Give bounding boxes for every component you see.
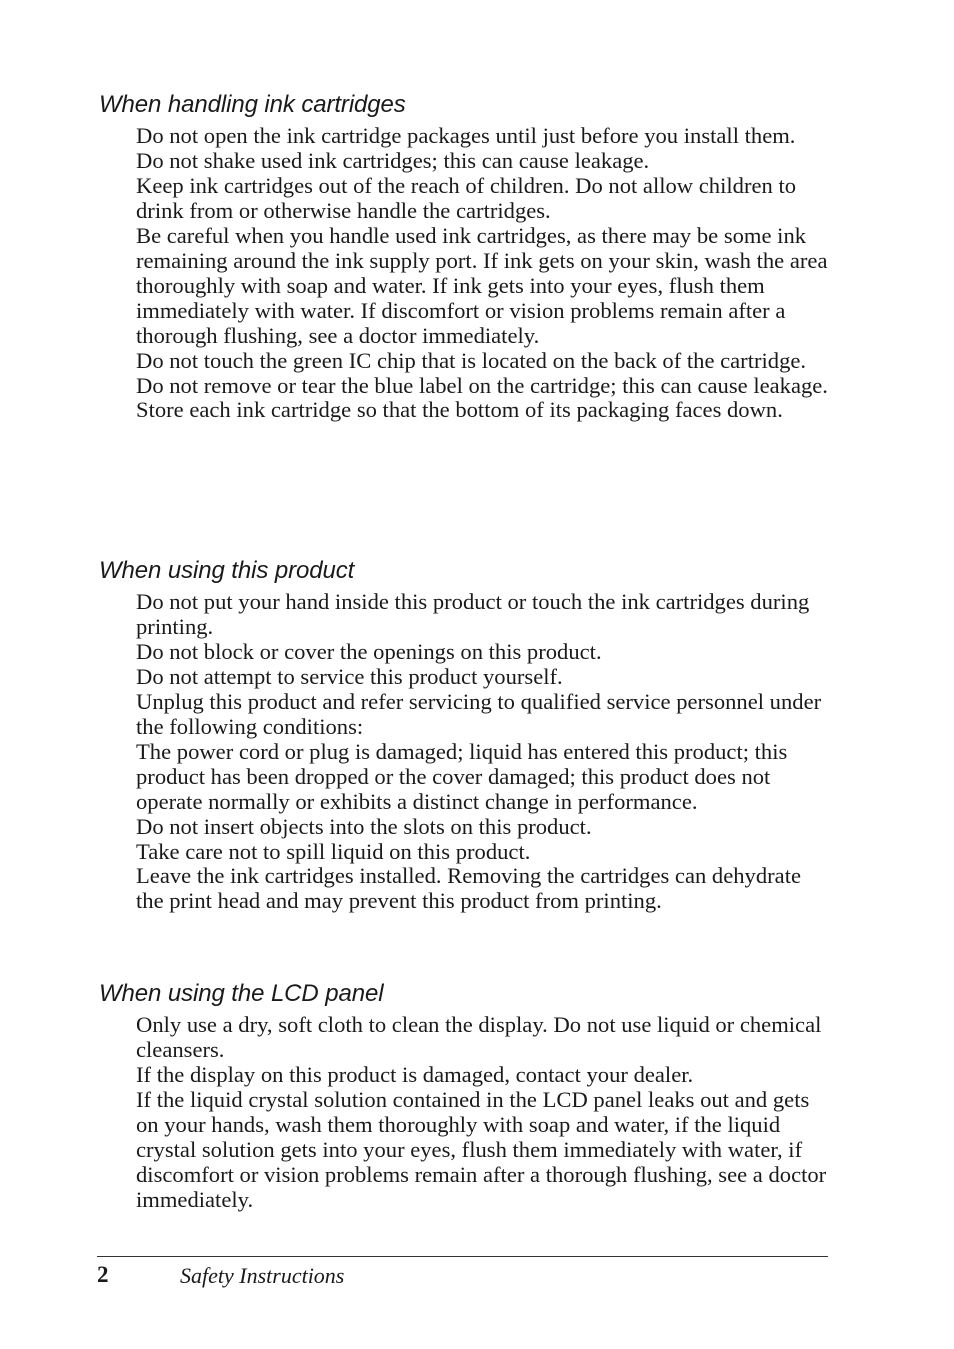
paragraph: Do not remove or tear the blue label on the cartridge; this can cause leakage.: [136, 372, 828, 398]
paragraph: Unplug this product and refer servicing to qualified service personnel under the following conditions:: [136, 688, 822, 739]
section-body-lcd-panel: [136, 1013, 828, 1213]
paragraph: Do not put your hand inside this product or touch the ink cartridges during printing.: [136, 589, 810, 639]
paragraph: Do not open the ink cartridge packages until just before you install them.: [136, 123, 796, 148]
section-heading-ink-cartridges: When handling ink cartridges: [99, 91, 406, 118]
section-body-ink-cartridges: [136, 124, 828, 423]
page-number: 2: [97, 1262, 109, 1287]
section-body-using-product: [136, 590, 828, 914]
paragraph: Do not block or cover the openings on this product.: [136, 638, 602, 664]
paragraph: Store each ink cartridge so that the bottom of its packaging faces down.: [136, 397, 783, 423]
paragraph: Only use a dry, soft cloth to clean the display. Do not use liquid or chemical cleansers.: [136, 1012, 822, 1062]
section-heading-lcd-panel: When using the LCD panel: [99, 980, 384, 1007]
section-heading-using-product: When using this product: [99, 557, 355, 584]
paragraph: Leave the ink cartridges installed. Removing the cartridges can dehydrate the print head and may prevent this product from printing.: [136, 863, 802, 914]
paragraph: Do not touch the green IC chip that is located on the back of the cartridge.: [136, 347, 807, 373]
paragraph: The power cord or plug is damaged; liquid has entered this product; this product has been dropped or the cover damaged; this product does not operate normally or exhibits a distinct change in performance.: [136, 738, 788, 814]
paragraph: Keep ink cartridges out of the reach of children. Do not allow children to drink from or otherwise handle the cartridges.: [136, 172, 797, 223]
paragraph: Do not shake used ink cartridges; this can cause leakage.: [136, 147, 650, 173]
paragraph: Do not insert objects into the slots on this product.: [136, 813, 592, 839]
paragraph: Do not attempt to service this product yourself.: [136, 663, 563, 689]
paragraph: Take care not to spill liquid on this product.: [136, 838, 531, 864]
footer-divider: [97, 1256, 828, 1257]
paragraph: Be careful when you handle used ink cartridges, as there may be some ink remaining around the ink supply port. If ink gets on your skin, wash the area thoroughly with soap and water. If ink gets into your eyes, flush them immediately with water. If discomfort or vision problems remain after a thorough flushing, see a doctor immediately.: [136, 222, 828, 348]
paragraph: If the liquid crystal solution contained in the LCD panel leaks out and gets on your hands, wash them thoroughly with soap and water, if the liquid crystal solution gets into your eyes, flush them immediately with water, if discomfort or vision problems remain after a thorough flushing, see a doctor immediately.: [136, 1086, 827, 1212]
paragraph: If the display on this product is damaged, contact your dealer.: [136, 1061, 694, 1087]
footer-title: Safety Instructions: [180, 1263, 345, 1288]
